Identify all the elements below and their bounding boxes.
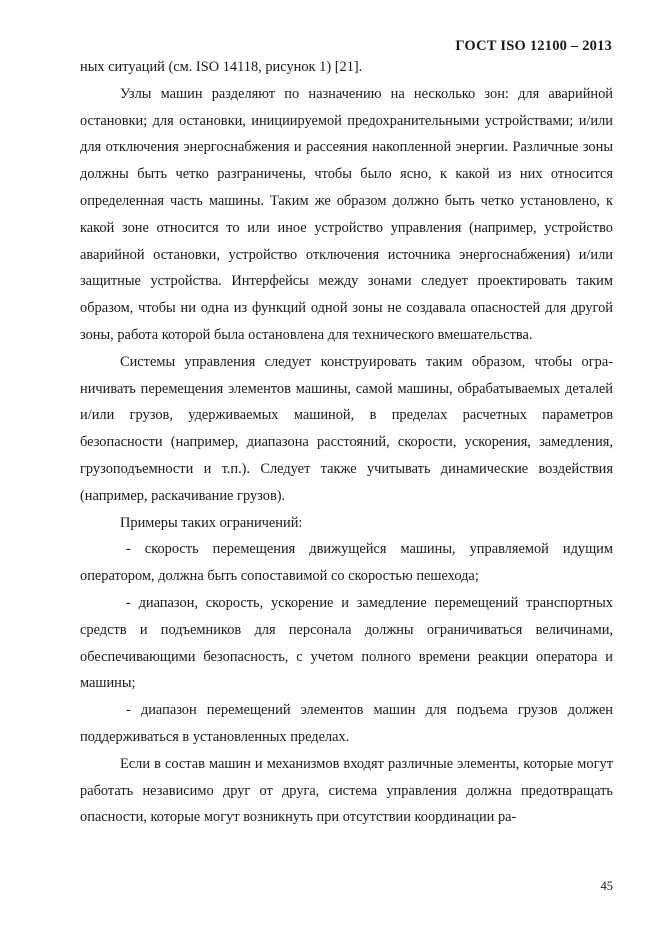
list-item-range: - диапазон, скорость, ускорение и замедление перемещений транспортных средств и подъемников для персонала должны ограничиваться величинами, обеспечивающими безопасность, с учетом полного времени реакции оператора и машины;	[80, 594, 613, 692]
paragraph-examples-intro: Примеры таких ограничений:	[120, 514, 303, 531]
paragraph-coordination: Если в состав машин и механизмов входят различные элементы, которые могут работать независимо друг от друга, система управления должна предотвращать опасности, которые могут возникнуть при отсутствии координации ра-	[80, 755, 613, 826]
list-item-speed: - скорость перемещения движущейся машины, управляемой идущим оператором, должна быть сопоставимой со скоростью пешехода;	[80, 541, 613, 585]
page-number: 45	[600, 879, 613, 893]
document-body	[80, 54, 613, 831]
list-item-lifting: - диапазон перемещений элементов машин для подъема грузов должен поддерживаться в установленных пределах.	[80, 702, 613, 745]
paragraph-zones: Узлы машин разделяют по назначению на несколько зон: для аварийной остановки; для остановки, инициируемой предохранительными устройствами; и/или для отключения энергоснабжения и рассеяния накопленной энергии. Различные зоны должны быть четко разграничены, чтобы было ясно, к какой из них относится определенная часть машины. Таким же образом должно быть четко установлено, к какой зоне относится то или иное устройство управления (например, устройство аварийной остановки, устройство отключения источника энергоснабжения) и/или защитные устройства. Интерфейсы между зонами следует проектировать таким образом, чтобы ни одна из функций одной зоны не создавала опасностей для другой зоны, работа которой была остановлена для технического вмешательства.	[80, 85, 613, 343]
document-header: ГОСТ ISO 12100 – 2013	[455, 38, 612, 54]
paragraph-continuation: ных ситуаций (см. ISO 14118, рисунок 1) [21].	[80, 59, 363, 75]
paragraph-control-systems: Системы управления следует конструировать таким образом, чтобы ограничивать перемещения элементов машины, самой машины, обрабатываемых деталей и/или грузов, удерживаемых машиной, в пределах расчетных параметров безопасности (например, диапазона расстояний, скорости, ускорения, замедления, грузоподъемности и т.п.). Следует также учитывать динамические воздействия (например, раскачивание грузов).	[80, 353, 613, 504]
